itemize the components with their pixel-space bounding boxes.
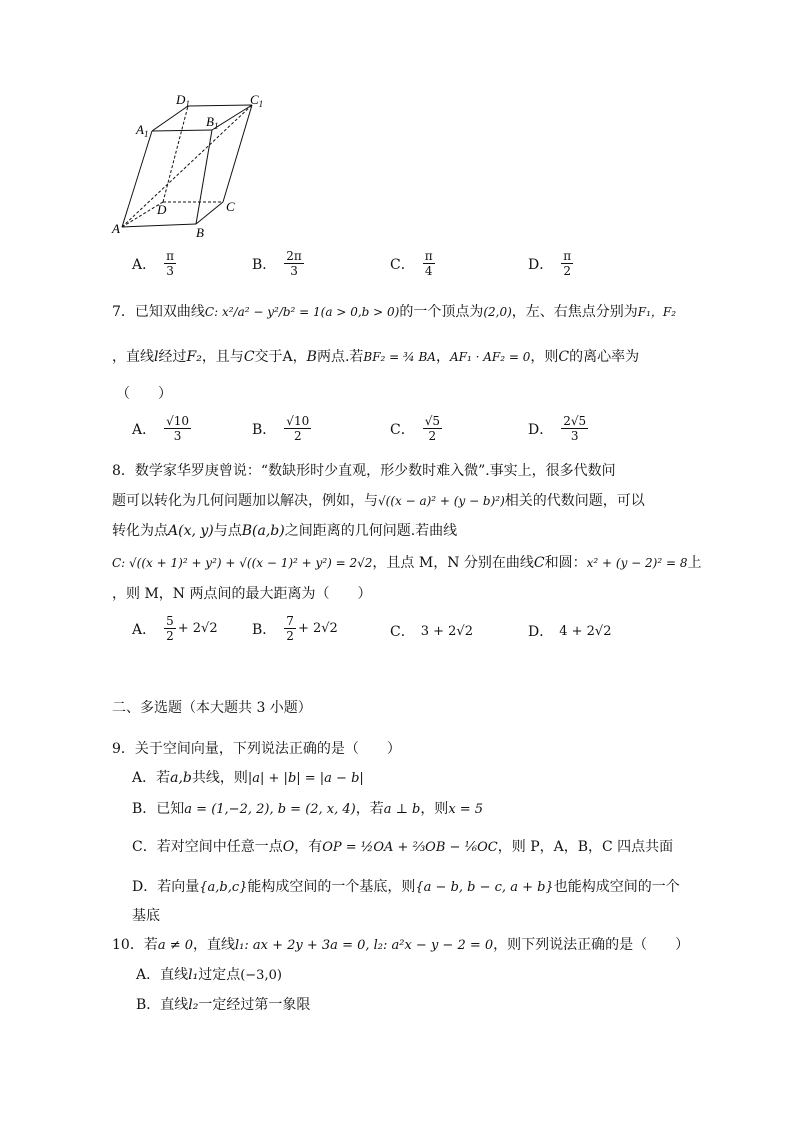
q8-line1: 8．数学家华罗庚曾说：“数缺形时少直观，形少数时难入微”.事实上，很多代数问 (112, 463, 616, 479)
svg-text:B1: $B_1$ (206, 114, 219, 131)
q7-line2: ，直线l经过F₂，且与C交于A，B两点.若BF₂ = ¾ BA，AF₁ · AF₂ = 0，则C的离心率为 (112, 349, 640, 365)
q8-option-c: C． 3 + 2√2 (390, 623, 473, 640)
parallelepiped-figure (110, 90, 280, 240)
label-B1: B (206, 114, 214, 129)
q6-option-c: C． $\frac{\pi}{4}$ (390, 249, 433, 278)
q9-option-d: D．若向量{a,b,c}能构成空间的一个基底，则{a − b, b − c, a + b}也能构成空间的一个 (132, 879, 680, 895)
q8-option-b: B． $\frac{7}{2}$ + 2√2 (252, 614, 338, 643)
label-C: C (226, 199, 235, 214)
q8-option-a: A． $\frac{5}{2}$ + 2√2 (132, 614, 218, 643)
q7-line1: 7．已知双曲线C: x²/a² − y²/b² = 1(a > 0,b > 0)的一个顶点为(2,0)，左、右焦点分别为F₁，F₂ (112, 304, 677, 320)
q9-option-b: B．已知a = (1,−2, 2), b = (2, x, 4)，若a ⊥ b，则x = 5 (132, 801, 484, 817)
label-C1: C (250, 92, 259, 107)
q7-option-c: C． $\frac{√5}{2}$ (390, 414, 440, 443)
svg-text:A1: $A_1$ (136, 122, 149, 139)
q7-option-a: A． $\frac{√10}{3}$ (132, 414, 190, 443)
label-B: B (196, 225, 204, 240)
q9-option-d-cont: 基底 (132, 908, 160, 924)
q9-stem: 9．关于空间向量，下列说法正确的是（ ） (112, 741, 401, 757)
q7-option-d: D． $\frac{2√5}{3}$ (528, 414, 587, 443)
q9-option-c: C．若对空间中任意一点O，有OP = ½OA + ⅔OB − ⅙OC，则 P，A，B，C 四点共面 (132, 839, 674, 855)
label-A: A (112, 221, 120, 236)
q8-line2: 题可以转化为几何问题加以解决，例如，与√((x − a)² + (y − b)²)相关的代数问题，可以 (112, 493, 645, 509)
q8-option-d: D． 4 + 2√2 (528, 623, 612, 640)
q10-option-a: A．直线l₁过定点(−3,0) (136, 967, 282, 983)
q6-option-d: D． $\frac{\pi}{2}$ (528, 249, 572, 278)
label-A1: A (136, 122, 144, 137)
svg-text:D1: $D_1$ (176, 92, 190, 109)
q7-answer-paren: （ ） (116, 386, 172, 402)
section-heading: 二、多选题（本大题共 3 小题） (112, 700, 312, 716)
q8-line3: 转化为点A(x, y)与点B(a,b)之间距离的几何问题.若曲线 (112, 523, 458, 539)
q6-option-a: A． $\frac{\pi}{3}$ (132, 249, 175, 278)
q8-line5: ，则 M，N 两点间的最大距离为（ ） (112, 586, 372, 602)
q10-stem: 10．若a ≠ 0，直线l₁: ax + 2y + 3a = 0, l₂: a²x − y − 2 = 0，则下列说法正确的是（ ） (112, 937, 690, 953)
label-D1: D (176, 92, 186, 107)
q10-option-b: B．直线l₂一定经过第一象限 (136, 997, 311, 1013)
q7-option-b: B． $\frac{√10}{2}$ (252, 414, 310, 443)
q6-option-b: B． $\frac{2\pi}{3}$ (252, 249, 302, 278)
q9-option-a: A．若a,b共线，则|a| + |b| = |a − b| (132, 770, 364, 786)
q8-line4: C: √((x + 1)² + y²) + √((x − 1)² + y²) = 2√2，且点 M，N 分别在曲线C和圆：x² + (y − 2)² = 8上 (112, 555, 702, 571)
svg-text:C1: $C_1$ (250, 92, 264, 109)
label-D: D (157, 202, 167, 217)
